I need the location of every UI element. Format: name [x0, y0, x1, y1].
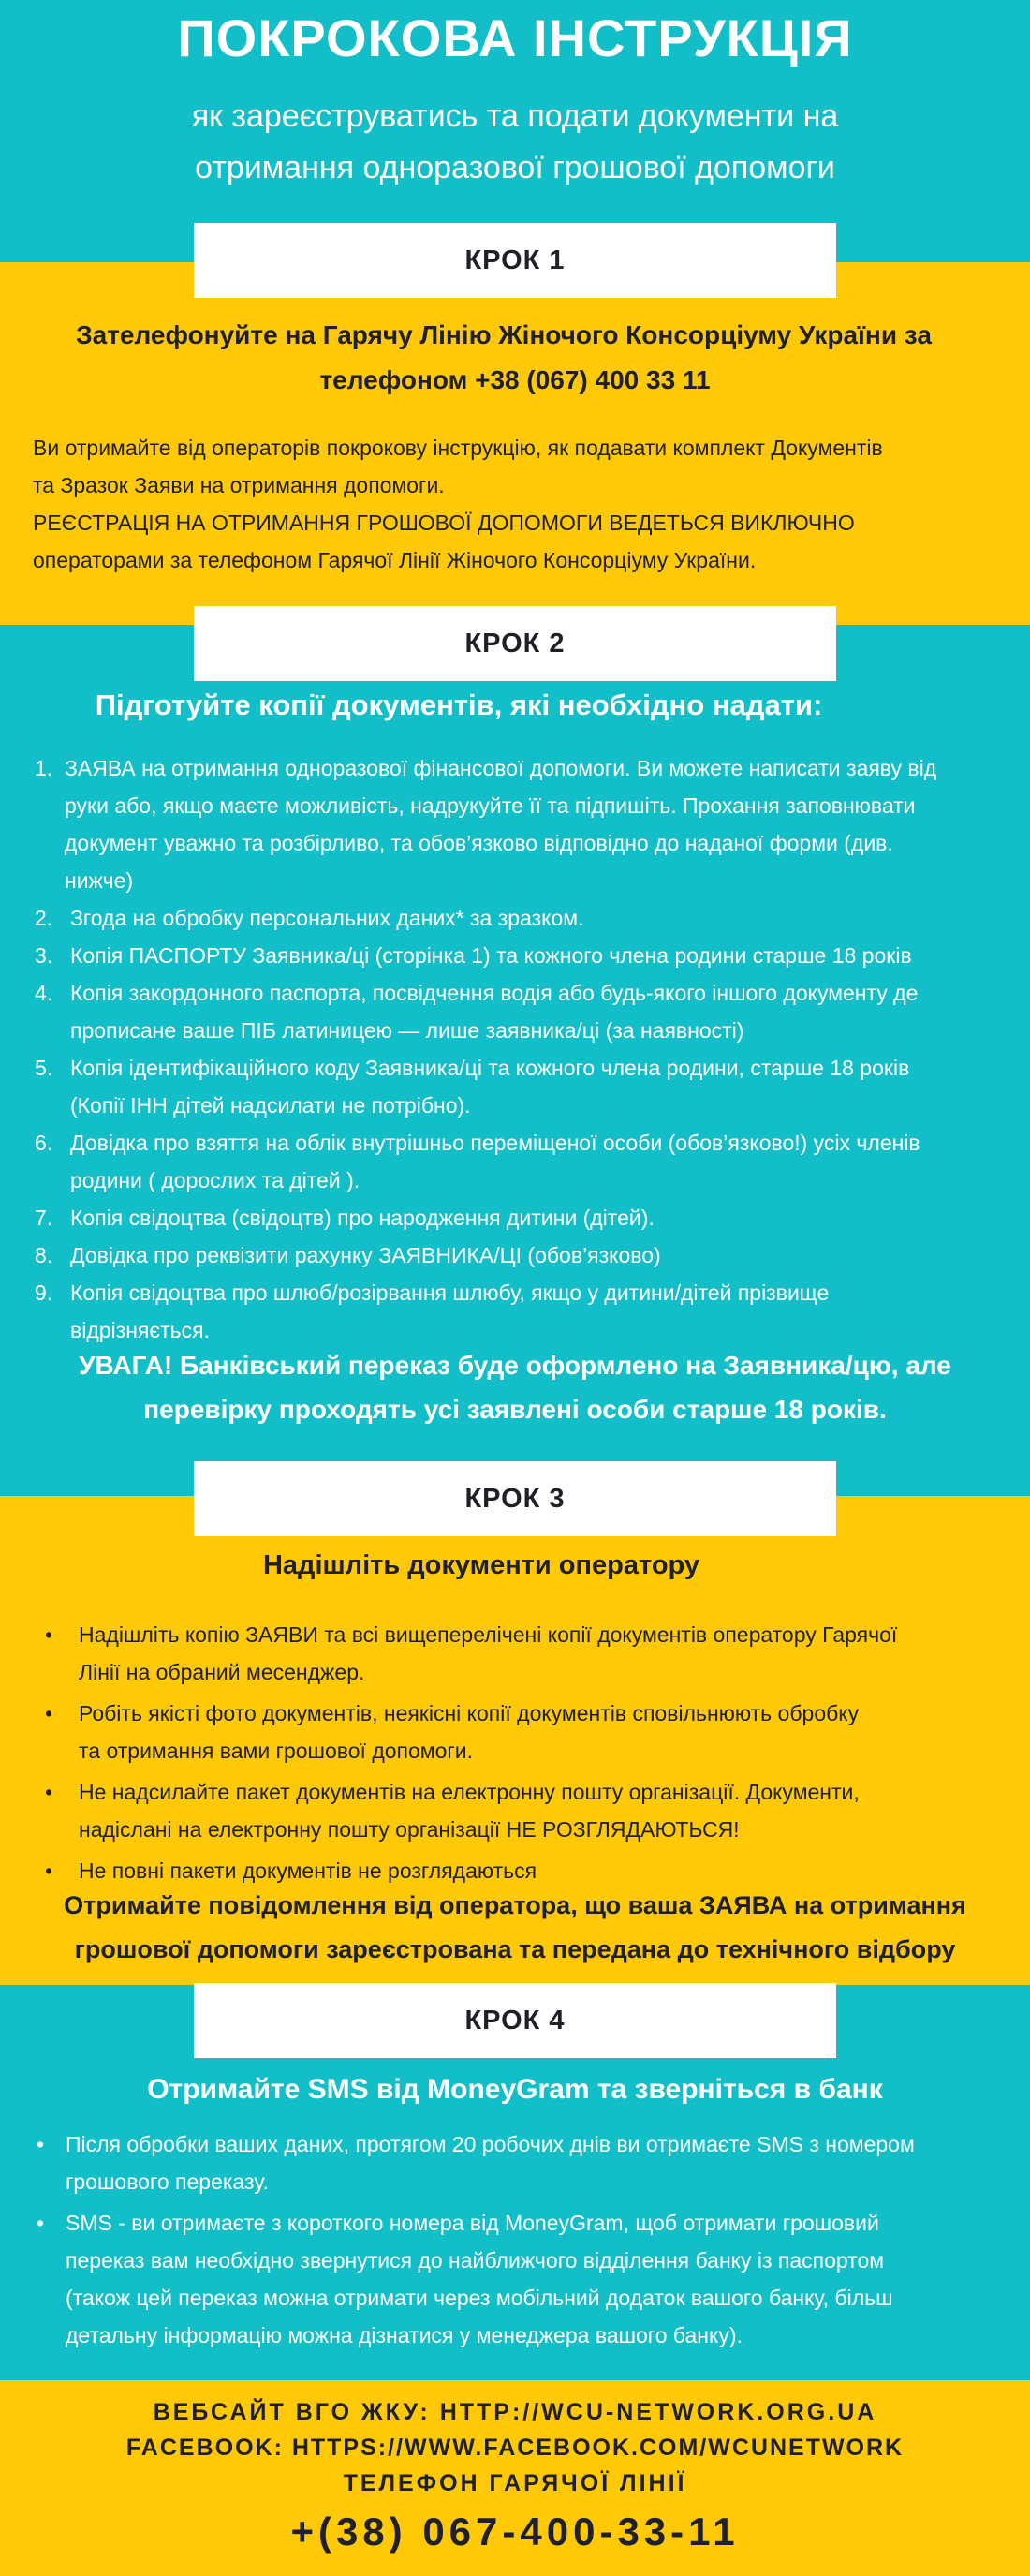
page-subtitle-line1: як зареєструватись та подати документи на	[191, 98, 839, 134]
list-line: відрізняється.	[70, 1318, 210, 1342]
bullet-icon: •	[37, 2211, 45, 2235]
footer-website[interactable]: ВЕБСАЙТ ВГО ЖКУ: HTTP://WCU-NETWORK.ORG.UA	[153, 2399, 877, 2425]
list-item	[14, 2204, 1016, 2354]
list-line: нижче)	[65, 868, 134, 893]
bullet-icon: •	[45, 1701, 53, 1725]
step2-label-box: КРОК 2	[194, 606, 836, 681]
list-number: 3.	[35, 943, 53, 968]
list-number: 7.	[35, 1206, 53, 1230]
step3-section	[0, 1496, 1030, 1985]
list-number: 9.	[35, 1281, 53, 1305]
bullet-icon: •	[45, 1858, 53, 1883]
step2-section	[0, 625, 1030, 1496]
step4-bullet-list	[14, 2125, 1016, 2354]
list-line: (також цей переказ можна отримати через мобільний додаток вашого банку, більш	[66, 2286, 893, 2310]
list-line: Не повні пакети документів не розглядаються	[79, 1858, 537, 1883]
list-line: Копія свідоцтва (свідоцтв) про народження дитини (дітей).	[70, 1206, 655, 1230]
list-item	[35, 1274, 1008, 1349]
list-item	[28, 1773, 1011, 1848]
list-item	[28, 1616, 1011, 1691]
step3-final-line2: грошової допомоги зареєстрована та передана до технічного відбору	[74, 1935, 956, 1963]
list-number: 6.	[35, 1131, 53, 1155]
list-line: переказ вам необхідно звернутися до найближчого відділення банку із паспортом	[66, 2248, 885, 2273]
step1-body	[33, 429, 1007, 579]
list-line: родини ( дорослих та дітей ).	[70, 1168, 360, 1192]
step3-bullet-list	[28, 1616, 1011, 1889]
list-item	[14, 2125, 1016, 2200]
list-item	[35, 937, 1008, 974]
step3-final-line1: Отримайте повідомлення від оператора, що ваша ЗАЯВА на отримання	[64, 1891, 966, 1919]
step1-body-line: та Зразок Заяви на отримання допомоги.	[33, 473, 445, 497]
list-number: 2.	[35, 906, 53, 930]
list-item	[35, 1199, 1008, 1236]
list-item	[35, 749, 1008, 899]
bullet-icon: •	[45, 1780, 53, 1804]
list-item	[35, 974, 1008, 1049]
list-item	[35, 1124, 1008, 1199]
list-line: ЗАЯВА на отримання одноразової фінансової допомоги. Ви можете написати заяву від	[65, 756, 937, 780]
step3-label-box: КРОК 3	[194, 1461, 836, 1536]
list-item	[35, 899, 1008, 937]
list-line: Лінії на обраний месенджер.	[79, 1660, 365, 1684]
list-line: та отримання вами грошової допомоги.	[79, 1739, 474, 1763]
list-line: детальну інформацію можна дізнатися у менеджера вашого банку).	[66, 2323, 743, 2347]
list-line: Робіть якісті фото документів, неякісні копії документів сповільнюють обробку	[79, 1701, 860, 1725]
list-line: Довідка про взяття на облік внутрішньо переміщеної особи (обов’язково!) усіх членів	[70, 1131, 920, 1155]
step2-warning-line2: перевірку проходять усі заявлені особи старше 18 років.	[143, 1395, 887, 1424]
step1-section	[0, 262, 1030, 625]
page-title: ПОКРОКОВА ІНСТРУКЦІЯ	[177, 8, 853, 67]
list-item	[28, 1852, 1011, 1889]
step2-warning-line1: УВАГА! Банківський переказ буде оформлено на Заявника/цю, але	[79, 1351, 951, 1380]
bullet-icon: •	[45, 1622, 53, 1647]
step1-body-line: РЕЄСТРАЦІЯ НА ОТРИМАННЯ ГРОШОВОЇ ДОПОМОГИ ВЕДЕТЬСЯ ВИКЛЮЧНО	[33, 511, 855, 535]
list-line: Надішліть копію ЗАЯВИ та всі вищеперелічені копії документів оператору Гарячої	[79, 1622, 898, 1647]
list-line: Не надсилайте пакет документів на електронну пошту організації. Документи,	[79, 1780, 860, 1804]
list-item	[28, 1695, 1011, 1769]
step4-label-box: КРОК 4	[194, 1983, 836, 2058]
step1-body-line: Ви отримайте від операторів покрокову інструкцію, як подавати комплект Документів	[33, 436, 883, 460]
list-line: Копія свідоцтва про шлюб/розірвання шлюбу, якщо у дитини/дітей прізвище	[70, 1281, 830, 1305]
step1-heading-line1: Зателефонуйте на Гарячу Лінію Жіночого Консорціуму України за	[76, 320, 932, 349]
list-line: Копія ідентифікаційного коду Заявника/ці та кожного члена родини, старше 18 років	[70, 1056, 910, 1080]
list-line: SMS - ви отримаєте з короткого номера від MoneyGram, щоб отримати грошовий	[66, 2211, 879, 2235]
step2-document-list	[35, 749, 1008, 1349]
list-number: 5.	[35, 1056, 53, 1080]
list-line: Згода на обробку персональних даних* за зразком.	[70, 906, 584, 930]
footer-section	[0, 2380, 1030, 2576]
step3-heading: Надішліть документи оператору	[262, 1550, 700, 1580]
list-line: (Копії ІНН дітей надсилати не потрібно).	[70, 1093, 471, 1118]
list-line: документ уважно та розбірливо, та обов’язково відповідно до наданої форми (див.	[65, 831, 893, 855]
step1-label-box: КРОК 1	[194, 223, 836, 298]
step1-heading-line2: телефоном +38 (067) 400 33 11	[319, 365, 711, 394]
list-line: Копія закордонного паспорта, посвідчення водія або будь-якого іншого документу де	[70, 981, 919, 1005]
step2-heading: Підготуйте копії документів, які необхідно надати:	[95, 688, 823, 721]
bullet-icon: •	[37, 2132, 45, 2156]
list-item	[35, 1049, 1008, 1124]
page-subtitle-line2: отримання одноразової грошової допомоги	[195, 150, 835, 185]
list-line: надіслані на електронну пошту організації НЕ РОЗГЛЯДАЮТЬСЯ!	[79, 1817, 740, 1842]
list-line: Копія ПАСПОРТУ Заявника/ці (сторінка 1) та кожного члена родини старше 18 років	[70, 943, 912, 968]
list-line: грошового переказу.	[66, 2169, 269, 2194]
list-item	[35, 1236, 1008, 1274]
list-number: 1.	[35, 756, 53, 780]
footer-facebook[interactable]: FACEBOOK: HTTPS://WWW.FACEBOOK.COM/WCUNETWORK	[125, 2435, 905, 2461]
footer-hotline-label: ТЕЛЕФОН ГАРЯЧОЇ ЛІНІЇ	[343, 2470, 687, 2496]
step4-heading: Отримайте SMS від MoneyGram та зверніться в банк	[147, 2074, 883, 2105]
list-number: 8.	[35, 1243, 53, 1267]
list-line: Після обробки ваших даних, протягом 20 робочих днів ви отримаєте SMS з номером	[66, 2132, 915, 2156]
step1-body-line: операторами за телефоном Гарячої Лінії Жіночого Консорціуму України.	[33, 548, 757, 572]
footer-hotline-number[interactable]: +(38) 067-400-33-11	[290, 2509, 740, 2554]
list-line: Довідка про реквізити рахунку ЗАЯВНИКА/ЦІ (обов’язково)	[70, 1243, 661, 1267]
list-line: прописане ваше ПІБ латиницею — лише заявника/ці (за наявності)	[70, 1018, 744, 1043]
list-number: 4.	[35, 981, 53, 1005]
list-line: руки або, якщо маєте можливість, надрукуйте її та підпишіть. Прохання заповнювати	[65, 793, 916, 818]
